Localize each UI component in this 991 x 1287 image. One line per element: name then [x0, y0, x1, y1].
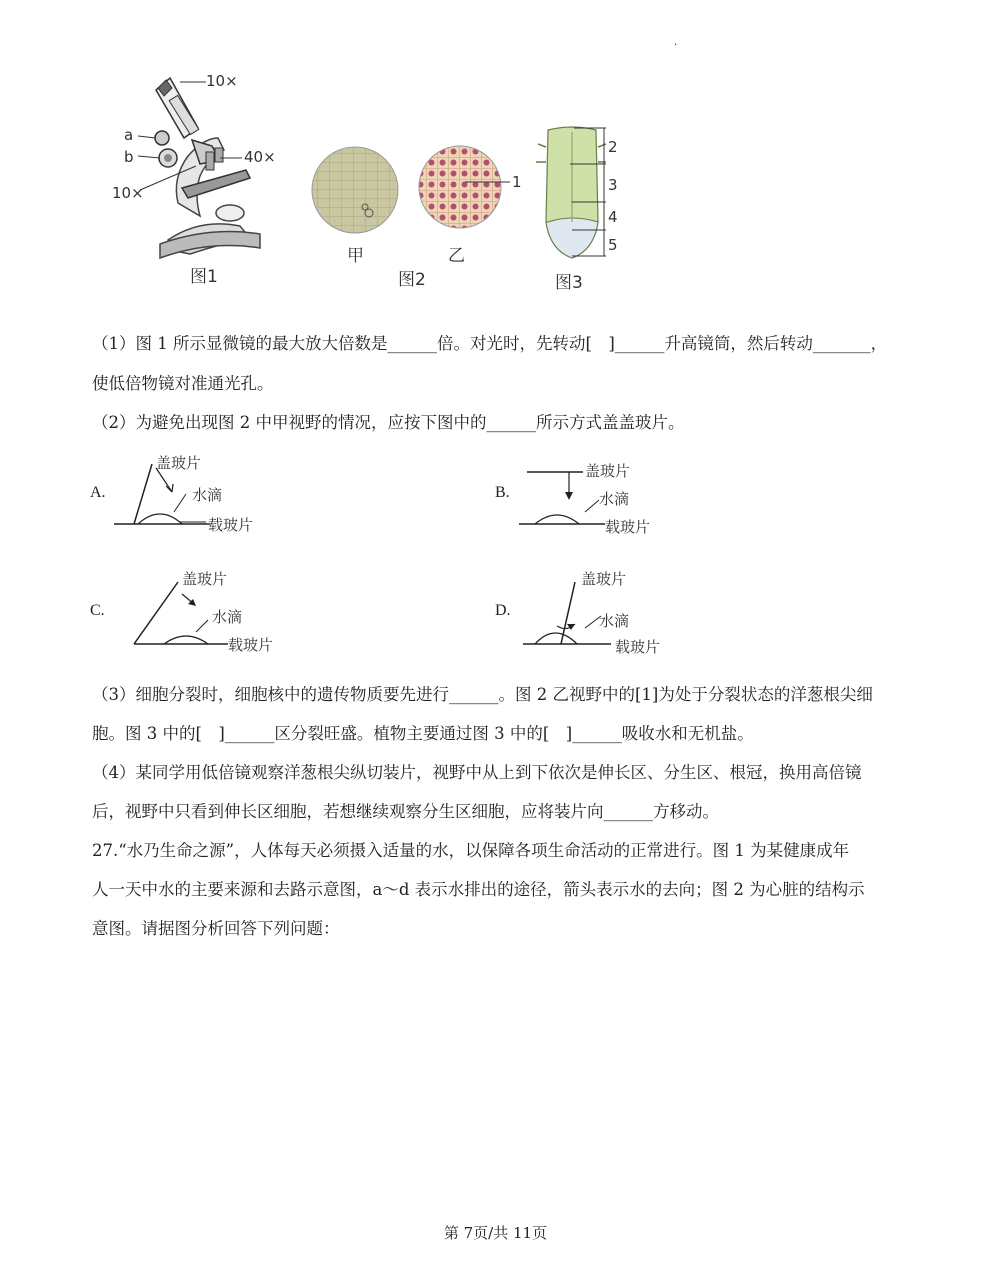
label-zone-2: 2 — [608, 138, 618, 156]
page-dot: · — [674, 40, 678, 51]
label-zone-5: 5 — [608, 236, 618, 254]
option-a-slide-label: 载玻片 — [208, 516, 254, 534]
label-jia: 甲 — [347, 246, 364, 266]
option-b-drop-label: 水滴 — [599, 490, 630, 508]
label-40x: 40× — [244, 148, 276, 166]
option-b-slide-label: 载玻片 — [605, 518, 651, 536]
question-4-line-1: （4）某同学用低倍镜观察洋葱根尖纵切装片，视野中从上到下依次是伸长区、分生区、根冠，换用高倍镜 — [92, 763, 862, 782]
option-d-drop-label: 水滴 — [599, 612, 630, 630]
microscope-views-illustration — [305, 135, 535, 255]
label-zone-4: 4 — [608, 208, 618, 226]
question-3-line-2: 胞。图 3 中的[ ]______区分裂旺盛。植物主要通过图 3 中的[ ]______吸收水和无机盐。 — [92, 724, 754, 743]
question-3-line-1: （3）细胞分裂时，细胞核中的遗传物质要先进行______。图 2 乙视野中的[1]为处于分裂状态的洋葱根尖细 — [92, 685, 873, 704]
question-2: （2）为避免出现图 2 中甲视野的情况，应按下图中的______所示方式盖盖玻片。 — [92, 413, 685, 432]
fig1-caption: 图1 — [190, 267, 218, 287]
option-b-letter: B. — [495, 484, 510, 501]
option-d-slide-label: 载玻片 — [615, 638, 661, 656]
fig2-caption: 图2 — [398, 270, 426, 290]
question-27-line-3: 意图。请据图分析回答下列问题： — [92, 919, 340, 938]
option-d-cover-label: 盖玻片 — [581, 570, 627, 588]
question-27-line-1: 27.“水乃生命之源”，人体每天必须摄入适量的水，以保障各项生命活动的正常进行。图 1 为某健康成年 — [92, 841, 850, 860]
option-c-cover-label: 盖玻片 — [182, 570, 228, 588]
option-a-letter: A. — [90, 484, 106, 501]
option-d — [495, 566, 695, 658]
question-4-line-2: 后，视野中只看到伸长区细胞，若想继续观察分生区细胞，应将装片向______方移动。 — [92, 802, 719, 821]
question-1-line-2: 使低倍物镜对准通光孔。 — [92, 374, 274, 393]
option-c-letter: C. — [90, 602, 105, 619]
label-yi: 乙 — [448, 246, 465, 266]
option-a-drop-label: 水滴 — [192, 486, 223, 504]
label-10x-objective: 10× — [112, 184, 144, 202]
option-b-cover-label: 盖玻片 — [585, 462, 631, 480]
option-a — [90, 450, 290, 540]
option-c-drop-label: 水滴 — [212, 608, 243, 626]
figure-3-root-tip — [530, 122, 640, 292]
label-a: a — [124, 126, 134, 144]
option-c — [90, 566, 290, 656]
option-d-letter: D. — [495, 602, 511, 619]
option-c-slide-label: 载玻片 — [228, 636, 274, 654]
figure-2-views — [305, 135, 535, 290]
root-tip-illustration — [530, 122, 640, 267]
fig3-caption: 图3 — [555, 273, 583, 293]
label-1: 1 — [512, 173, 522, 191]
label-b: b — [124, 148, 134, 166]
label-10x-eyepiece: 10× — [206, 72, 238, 90]
page-footer: 第 7页/共 11页 — [443, 1224, 548, 1242]
label-zone-3: 3 — [608, 176, 618, 194]
question-27-line-2: 人一天中水的主要来源和去路示意图，a～d 表示水排出的途径，箭头表示水的去向；图 2 为心脏的结构示 — [92, 880, 865, 899]
option-b — [495, 458, 695, 543]
option-a-cover-label: 盖玻片 — [156, 454, 202, 472]
question-1-line-1: （1）图 1 所示显微镜的最大放大倍数是______倍。对光时，先转动[ ]______升高镜筒，然后转动_______， — [92, 334, 888, 353]
figure-1-microscope — [100, 68, 300, 290]
microscope-illustration — [100, 68, 300, 290]
